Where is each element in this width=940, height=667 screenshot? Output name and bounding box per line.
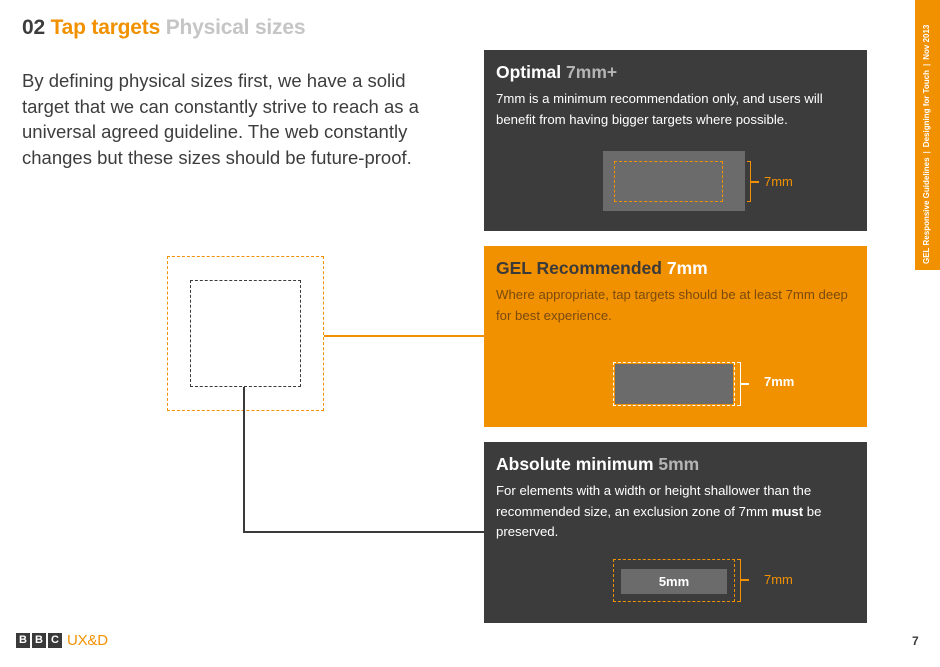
card-title-text: GEL Recommended <box>496 258 662 278</box>
card-body: 7mm is a minimum recommendation only, and users will benefit from having bigger targets where possible. <box>496 91 823 127</box>
target-outline-dashed <box>614 161 723 202</box>
dimension-tick <box>741 579 749 581</box>
connector-line-minimum-vertical <box>243 387 245 532</box>
card-title-text: Absolute minimum <box>496 454 654 474</box>
logo-letter: B <box>16 633 30 648</box>
dimension-label: 7mm <box>764 572 793 587</box>
dimension-label: 7mm <box>764 374 795 389</box>
section-number: 02 <box>22 16 45 39</box>
minimum-target-block: 5mm <box>621 569 727 594</box>
side-tab-topic: Designing for Touch <box>921 70 931 148</box>
card-title-text: Optimal <box>496 62 562 82</box>
page-number: 7 <box>912 634 919 648</box>
section-subtitle: Physical sizes <box>165 16 306 39</box>
logo-text: UX&D <box>67 631 108 649</box>
dimension-tick <box>751 181 759 183</box>
intro-paragraph: By defining physical sizes first, we have a solid target that we can constantly strive to reach as a universal agreed guideline. The web constantly changes but these sizes should be future-proof. <box>22 70 419 168</box>
target-outline-dashed <box>613 362 735 406</box>
card-title-value: 5mm <box>658 454 700 474</box>
dimension-bracket <box>737 559 741 602</box>
connector-line-recommended <box>324 335 484 337</box>
dimension-label: 7mm <box>764 174 793 189</box>
bbc-uxd-logo <box>16 631 108 649</box>
card-title <box>496 454 855 475</box>
logo-letter: C <box>48 633 62 648</box>
logo-letter: B <box>32 633 46 648</box>
card-body-emphasis: must <box>771 503 804 519</box>
card-optimal <box>484 50 867 231</box>
connector-line-minimum-horizontal <box>243 531 484 533</box>
side-tab-separator: | <box>921 151 931 154</box>
card-body <box>496 481 855 543</box>
side-tab <box>915 0 940 270</box>
card-body-text: be preserved. <box>496 503 822 539</box>
card-body-text: For elements with a width or height shallower than the recommended size, an exclusion zone of 7mm <box>496 483 812 519</box>
section-title: Tap targets <box>50 16 161 39</box>
tap-target-outline <box>190 280 301 387</box>
card-absolute-minimum <box>484 442 867 623</box>
side-tab-date: Nov 2013 <box>921 24 931 60</box>
side-tab-separator: | <box>921 63 931 66</box>
card-title <box>496 62 855 83</box>
dimension-tick <box>741 383 749 385</box>
page-title <box>22 16 305 40</box>
card-title-value: 7mm <box>666 258 708 278</box>
card-body: Where appropriate, tap targets should be at least 7mm deep for best experience. <box>496 287 848 323</box>
card-title-value: 7mm+ <box>566 62 618 82</box>
card-title <box>496 258 855 279</box>
card-gel-recommended <box>484 246 867 427</box>
side-tab-guidelines: GEL Responsive Guidelines <box>921 157 931 264</box>
